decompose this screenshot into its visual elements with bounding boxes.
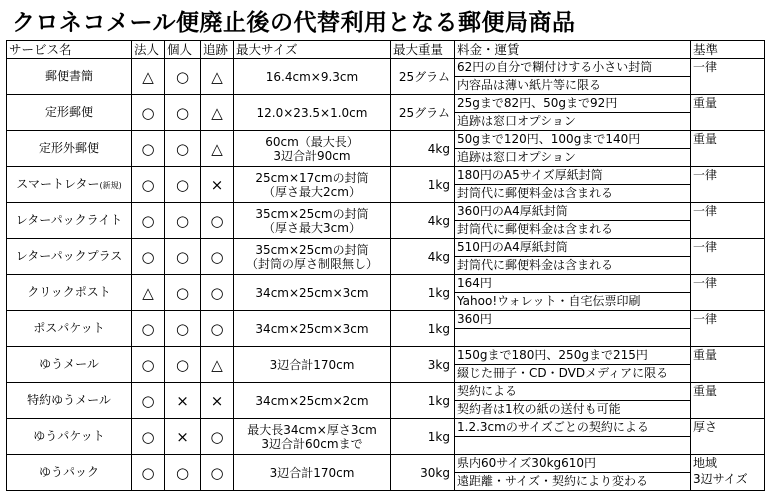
max-size-line-1: 12.0×23.5×1.0cm xyxy=(256,105,368,120)
corporate-mark: ○ xyxy=(132,203,165,239)
service-name: ゆうパケット xyxy=(33,428,105,443)
fee-line-2: 封筒代に郵便料金は含まれる xyxy=(457,222,614,236)
max-size-line-1: 34cm×25cm×3cm xyxy=(255,285,369,300)
fee-line-1: 県内60サイズ30kg610円 xyxy=(455,455,690,473)
max-size-cell xyxy=(234,275,391,311)
fee-line-1: 164円 xyxy=(455,275,690,293)
corporate-mark: ○ xyxy=(132,419,165,455)
corporate-mark: △ xyxy=(132,59,165,95)
basis-cell xyxy=(691,131,765,167)
fee-line-2: Yahoo!ウォレット・自宅伝票印刷 xyxy=(457,294,641,308)
basis-cell xyxy=(691,275,765,311)
service-name: 定形郵便 xyxy=(44,104,93,119)
basis-cell xyxy=(691,59,765,95)
max-weight: 3kg xyxy=(391,347,455,383)
service-name-cell xyxy=(7,167,132,203)
tracking-mark: ○ xyxy=(201,455,234,491)
max-size-line-1: 3辺合計170cm xyxy=(269,357,355,372)
max-size-line-1: 60cm（最大長） xyxy=(265,134,359,149)
fee-line-2: 封筒代に郵便料金は含まれる xyxy=(457,258,614,272)
header-max-weight: 最大重量 xyxy=(391,41,455,59)
page-title: クロネコメール便廃止後の代替利用となる郵便局商品 xyxy=(12,10,576,36)
basis-line-1: 一律 xyxy=(693,204,718,218)
service-name-cell xyxy=(7,311,132,347)
service-name: クリックポスト xyxy=(27,284,111,299)
basis-line-1: 一律 xyxy=(693,168,718,182)
fee-cell xyxy=(455,203,691,239)
max-size-line-1: 35cm×25cmの封筒 xyxy=(255,242,369,257)
tracking-mark: ○ xyxy=(201,419,234,455)
max-size-cell xyxy=(234,203,391,239)
table-row xyxy=(7,95,765,131)
tracking-mark: × xyxy=(201,383,234,419)
tracking-mark: △ xyxy=(201,347,234,383)
fee-line-2 xyxy=(455,437,690,454)
individual-mark: ○ xyxy=(165,167,201,203)
table-row xyxy=(7,203,765,239)
max-size-cell xyxy=(234,383,391,419)
max-size-cell xyxy=(234,419,391,455)
corporate-mark: ○ xyxy=(132,167,165,203)
service-name-cell xyxy=(7,383,132,419)
max-weight: 4kg xyxy=(391,203,455,239)
fee-line-1: 1.2.3cmのサイズごとの契約による xyxy=(455,419,690,437)
basis-cell xyxy=(691,95,765,131)
basis-line-1: 重量 xyxy=(693,96,718,110)
header-fee: 料金・運賃 xyxy=(455,41,691,59)
max-size-line-2: 3辺合計90cm xyxy=(273,148,351,163)
fee-line-2: 遠距離・サイズ・契約により変わる xyxy=(457,474,649,488)
service-name: ポスパケット xyxy=(33,320,105,335)
tracking-mark: × xyxy=(201,167,234,203)
max-size-cell xyxy=(234,239,391,275)
basis-cell xyxy=(691,347,765,383)
service-name-suffix: (新規) xyxy=(99,180,122,190)
table-row xyxy=(7,239,765,275)
fee-line-2: 追跡は窓口オプション xyxy=(457,150,576,164)
fee-cell xyxy=(455,59,691,95)
table-row xyxy=(7,455,765,491)
basis-cell xyxy=(691,455,765,491)
fee-line-2: 内容品は薄い紙片等に限る xyxy=(457,78,602,92)
corporate-mark: ○ xyxy=(132,131,165,167)
tracking-mark: ○ xyxy=(201,275,234,311)
basis-line-1: 一律 xyxy=(693,276,718,290)
table-row xyxy=(7,131,765,167)
individual-mark: ○ xyxy=(165,275,201,311)
fee-line-1: 360円 xyxy=(455,311,690,329)
fee-cell xyxy=(455,455,691,491)
corporate-mark: ○ xyxy=(132,455,165,491)
tracking-mark: ○ xyxy=(201,239,234,275)
basis-line-1: 一律 xyxy=(693,60,718,74)
service-table xyxy=(6,40,765,491)
service-name-cell xyxy=(7,347,132,383)
tracking-mark: △ xyxy=(201,131,234,167)
service-name: レターパックライト xyxy=(15,212,123,227)
fee-cell xyxy=(455,311,691,347)
individual-mark: ○ xyxy=(165,347,201,383)
individual-mark: ○ xyxy=(165,239,201,275)
basis-line-1: 厚さ xyxy=(693,420,718,434)
max-size-line-2: （厚さ最大3cm） xyxy=(263,220,361,235)
service-name-cell xyxy=(7,203,132,239)
service-name-cell xyxy=(7,131,132,167)
max-weight: 4kg xyxy=(391,131,455,167)
max-weight: 1kg xyxy=(391,383,455,419)
basis-line-1: 一律 xyxy=(693,312,718,326)
fee-line-1: 50gまで120円、100gまで140円 xyxy=(455,131,690,149)
fee-line-2: 綴じた冊子・CD・DVDメディアに限る xyxy=(457,366,669,380)
fee-line-2: 追跡は窓口オプション xyxy=(457,114,576,128)
max-weight: 1kg xyxy=(391,275,455,311)
table-row xyxy=(7,311,765,347)
service-name: ゆうメール xyxy=(39,356,99,371)
header-individual: 個人 xyxy=(165,41,201,59)
max-size-cell xyxy=(234,95,391,131)
table-row xyxy=(7,347,765,383)
individual-mark: ○ xyxy=(165,203,201,239)
service-name: スマートレター xyxy=(16,176,100,191)
max-weight: 25グラム xyxy=(391,59,455,95)
max-size-line-2: 3辺合計60cmまで xyxy=(261,436,363,451)
service-name-cell xyxy=(7,455,132,491)
corporate-mark: △ xyxy=(132,275,165,311)
max-weight: 4kg xyxy=(391,239,455,275)
max-size-line-1: 16.4cm×9.3cm xyxy=(265,69,359,84)
service-name: 特約ゆうメール xyxy=(27,392,111,407)
max-weight: 1kg xyxy=(391,419,455,455)
tracking-mark: ○ xyxy=(201,311,234,347)
individual-mark: ○ xyxy=(165,311,201,347)
max-size-cell xyxy=(234,59,391,95)
basis-line-1: 重量 xyxy=(693,348,718,362)
corporate-mark: ○ xyxy=(132,311,165,347)
header-row xyxy=(7,41,765,59)
table-row xyxy=(7,383,765,419)
service-name-cell xyxy=(7,59,132,95)
individual-mark: ○ xyxy=(165,95,201,131)
max-size-cell xyxy=(234,311,391,347)
fee-line-1: 150gまで180円、250gまで215円 xyxy=(455,347,690,365)
max-size-line-2: （封筒の厚さ制限無し） xyxy=(245,256,378,271)
tracking-mark: △ xyxy=(201,95,234,131)
service-name: 定形外郵便 xyxy=(38,140,99,155)
fee-line-1: 契約による xyxy=(455,383,690,401)
corporate-mark: ○ xyxy=(132,383,165,419)
individual-mark: ○ xyxy=(165,131,201,167)
fee-line-1: 25gまで82円、50gまで92円 xyxy=(455,95,690,113)
basis-line-1: 重量 xyxy=(693,132,718,146)
fee-cell xyxy=(455,95,691,131)
header-corporate: 法人 xyxy=(132,41,165,59)
individual-mark: × xyxy=(165,383,201,419)
fee-cell xyxy=(455,347,691,383)
service-name: ゆうパック xyxy=(38,464,99,479)
table-row xyxy=(7,419,765,455)
max-size-cell xyxy=(234,131,391,167)
table-row xyxy=(7,59,765,95)
header-service-name: サービス名 xyxy=(7,41,132,59)
max-size-line-1: 25cm×17cmの封筒 xyxy=(255,170,369,185)
fee-cell xyxy=(455,419,691,455)
fee-line-2: 契約者は1枚の紙の送付も可能 xyxy=(457,402,621,416)
table-row xyxy=(7,167,765,203)
basis-cell xyxy=(691,419,765,455)
basis-line-2: 3辺サイズ xyxy=(693,472,748,486)
basis-line-1: 地域 xyxy=(693,456,718,470)
fee-line-2 xyxy=(455,329,690,346)
basis-line-1: 重量 xyxy=(693,384,718,398)
fee-line-1: 62円の自分で糊付けする小さい封筒 xyxy=(455,59,690,77)
max-size-line-1: 3辺合計170cm xyxy=(269,465,355,480)
basis-cell xyxy=(691,167,765,203)
fee-line-1: 180円のA5サイズ厚紙封筒 xyxy=(455,167,690,185)
tracking-mark: △ xyxy=(201,59,234,95)
fee-line-2: 封筒代に郵便料金は含まれる xyxy=(457,186,614,200)
fee-cell xyxy=(455,239,691,275)
fee-line-1: 510円のA4厚紙封筒 xyxy=(455,239,690,257)
max-size-cell xyxy=(234,167,391,203)
service-name: レターパックプラス xyxy=(15,248,123,263)
max-weight: 30kg xyxy=(391,455,455,491)
fee-cell xyxy=(455,383,691,419)
service-name: 郵便書簡 xyxy=(44,68,93,83)
service-name-cell xyxy=(7,239,132,275)
corporate-mark: ○ xyxy=(132,347,165,383)
basis-cell xyxy=(691,311,765,347)
max-size-cell xyxy=(234,455,391,491)
header-basis: 基準 xyxy=(691,41,765,59)
service-name-cell xyxy=(7,419,132,455)
max-weight: 1kg xyxy=(391,167,455,203)
max-size-line-1: 最大長34cm×厚さ3cm xyxy=(247,422,377,437)
individual-mark: ○ xyxy=(165,455,201,491)
fee-cell xyxy=(455,131,691,167)
header-max-size: 最大サイズ xyxy=(234,41,391,59)
corporate-mark: ○ xyxy=(132,239,165,275)
max-weight: 25グラム xyxy=(391,95,455,131)
service-name-cell xyxy=(7,275,132,311)
tracking-mark: ○ xyxy=(201,203,234,239)
max-size-cell xyxy=(234,347,391,383)
fee-line-1: 360円のA4厚紙封筒 xyxy=(455,203,690,221)
max-size-line-1: 34cm×25cm×2cm xyxy=(255,393,369,408)
max-weight: 1kg xyxy=(391,311,455,347)
basis-cell xyxy=(691,239,765,275)
individual-mark: × xyxy=(165,419,201,455)
individual-mark: ○ xyxy=(165,59,201,95)
fee-cell xyxy=(455,275,691,311)
service-name-cell xyxy=(7,95,132,131)
fee-cell xyxy=(455,167,691,203)
header-tracking: 追跡 xyxy=(201,41,234,59)
max-size-line-1: 35cm×25cmの封筒 xyxy=(255,206,369,221)
max-size-line-2: （厚さ最大2cm） xyxy=(263,184,361,199)
basis-line-1: 一律 xyxy=(693,240,718,254)
max-size-line-1: 34cm×25cm×3cm xyxy=(255,321,369,336)
corporate-mark: ○ xyxy=(132,95,165,131)
basis-cell xyxy=(691,383,765,419)
table-row xyxy=(7,275,765,311)
basis-cell xyxy=(691,203,765,239)
